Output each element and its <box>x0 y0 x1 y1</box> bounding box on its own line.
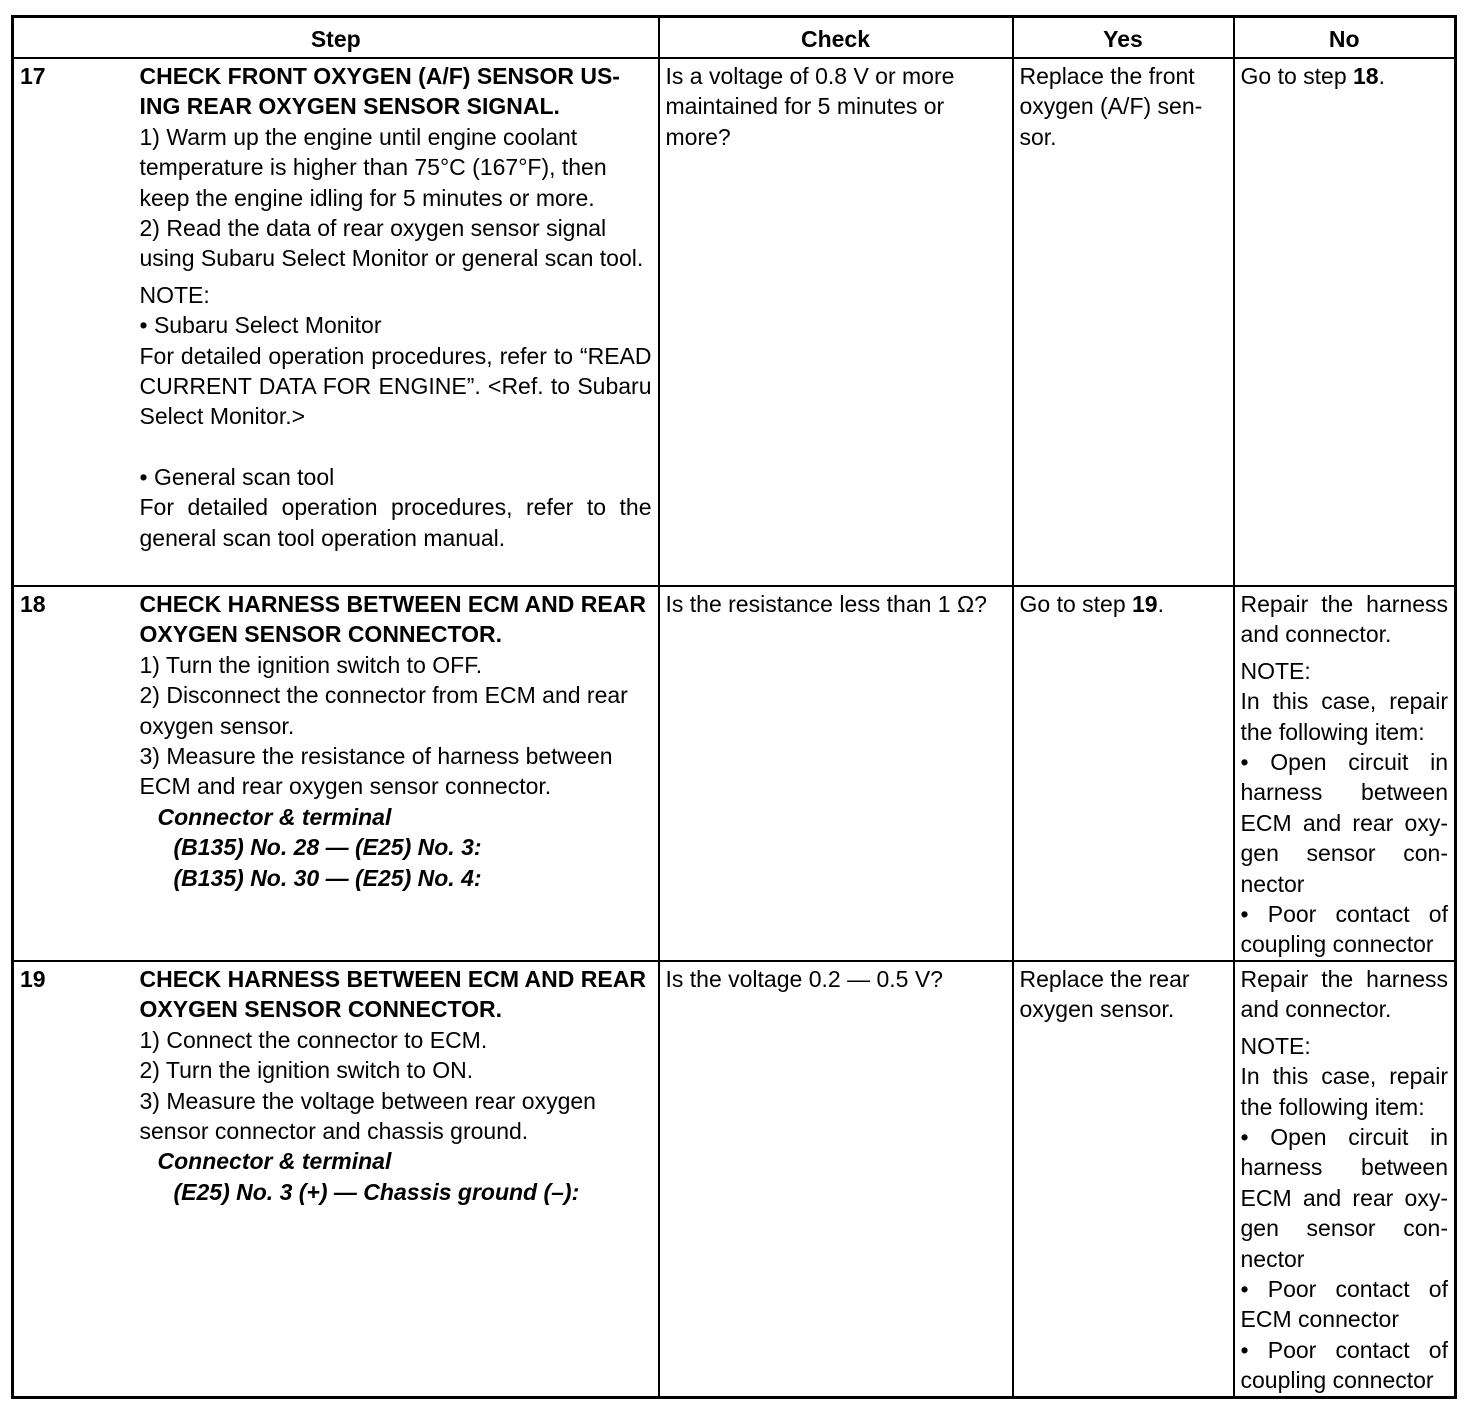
check-cell <box>659 58 1013 586</box>
table-row-18 <box>13 586 1456 961</box>
no-item-1: • Open circuit in harness between ECM and rear oxy-gen sensor con-nector <box>1240 1123 1448 1272</box>
no-item-2: • Poor contact of ECM connector <box>1240 1275 1448 1333</box>
terminal-label: Connector & terminal <box>157 803 392 830</box>
no-item-3: • Poor contact of coupling connector <box>1240 1336 1448 1394</box>
yes-text: Go to step 19. <box>1019 591 1164 617</box>
step-title: CHECK FRONT OXYGEN (A/F) SENSOR US-ING REAR OXYGEN SENSOR SIGNAL. <box>139 63 620 120</box>
no-cell <box>1234 586 1456 961</box>
no-repair-text: Repair the harness and connector. <box>1240 591 1448 648</box>
note-bullet-2: • General scan tool <box>139 463 335 490</box>
step-number: 19 <box>13 961 134 1398</box>
header-row <box>13 17 1456 59</box>
table-row-17 <box>13 58 1456 586</box>
yes-cell <box>1013 58 1234 586</box>
check-text: Is the voltage 0.2 — 0.5 V? <box>665 965 943 992</box>
no-cell <box>1234 58 1456 586</box>
check-cell <box>659 586 1013 961</box>
step-instruction-1: 1) Turn the ignition switch to OFF. <box>139 651 483 678</box>
step-description <box>134 586 659 961</box>
step-instruction-1: 1) Connect the connector to ECM. <box>139 1026 488 1053</box>
note-bullet-1: • Subaru Select Monitor <box>139 312 382 339</box>
step-instruction-3: 3) Measure the resistance of harness between ECM and rear oxygen sensor connector. <box>139 743 613 800</box>
no-note-label: NOTE: <box>1240 657 1311 684</box>
no-item-2: • Poor contact of coupling connector <box>1240 901 1448 958</box>
terminal-spec-1: (E25) No. 3 (+) — Chassis ground (–): <box>173 1178 580 1205</box>
header-step: Step <box>13 17 659 59</box>
step-number: 17 <box>13 58 134 586</box>
terminal-spec-2: (B135) No. 30 — (E25) No. 4: <box>173 864 482 891</box>
step-instruction-3: 3) Measure the voltage between rear oxygen sensor connector and chassis ground. <box>139 1087 596 1144</box>
yes-cell <box>1013 961 1234 1398</box>
step-description <box>134 58 659 586</box>
step-instruction-2: 2) Disconnect the connector from ECM and rear oxygen sensor. <box>139 682 628 739</box>
note-bullet-1-text: For detailed operation procedures, refer to “READ CURRENT DATA FOR ENGINE”. <Ref. to Subaru Select Monitor.> <box>139 342 652 430</box>
terminal-label: Connector & terminal <box>157 1148 392 1175</box>
no-note-label: NOTE: <box>1240 1032 1311 1059</box>
check-cell <box>659 961 1013 1398</box>
terminal-spec-1: (B135) No. 28 — (E25) No. 3: <box>173 834 482 861</box>
yes-cell <box>1013 586 1234 961</box>
yes-text: Replace the front oxygen (A/F) sen-sor. <box>1019 63 1203 150</box>
step-title: CHECK HARNESS BETWEEN ECM AND REAR OXYGEN SENSOR CONNECTOR. <box>139 591 646 648</box>
diagnostic-table <box>11 15 1457 1399</box>
no-cell <box>1234 961 1456 1398</box>
check-text: Is the resistance less than 1 Ω? <box>665 591 987 617</box>
no-repair-text: Repair the harness and connector. <box>1240 965 1448 1023</box>
note-label: NOTE: <box>139 281 210 308</box>
header-no: No <box>1234 17 1456 59</box>
header-yes: Yes <box>1013 17 1234 59</box>
yes-text: Replace the rear oxygen sensor. <box>1019 965 1190 1023</box>
check-text: Is a voltage of 0.8 V or more maintained for 5 minutes or more? <box>665 63 955 150</box>
header-check: Check <box>659 17 1013 59</box>
step-instruction-2: 2) Turn the ignition switch to ON. <box>139 1057 474 1084</box>
no-note-text: In this case, repair the following item: <box>1240 1063 1448 1120</box>
no-note-text: In this case, repair the following item: <box>1240 688 1448 745</box>
no-item-1: • Open circuit in harness between ECM and rear oxy-gen sensor con-nector <box>1240 749 1448 897</box>
no-text: Go to step 18. <box>1240 63 1385 89</box>
step-instruction-1: 1) Warm up the engine until engine coolant temperature is higher than 75°C (167°F), then keep the engine idling for 5 minutes or more. <box>139 123 607 211</box>
step-instruction-2: 2) Read the data of rear oxygen sensor signal using Subaru Select Monitor or general scan tool. <box>139 215 644 272</box>
step-description <box>134 961 659 1398</box>
step-title: CHECK HARNESS BETWEEN ECM AND REAR OXYGEN SENSOR CONNECTOR. <box>139 965 646 1023</box>
note-bullet-2-text: For detailed operation procedures, refer to the general scan tool operation manual. <box>139 494 652 551</box>
step-number: 18 <box>13 586 134 961</box>
table-row-19 <box>13 961 1456 1398</box>
